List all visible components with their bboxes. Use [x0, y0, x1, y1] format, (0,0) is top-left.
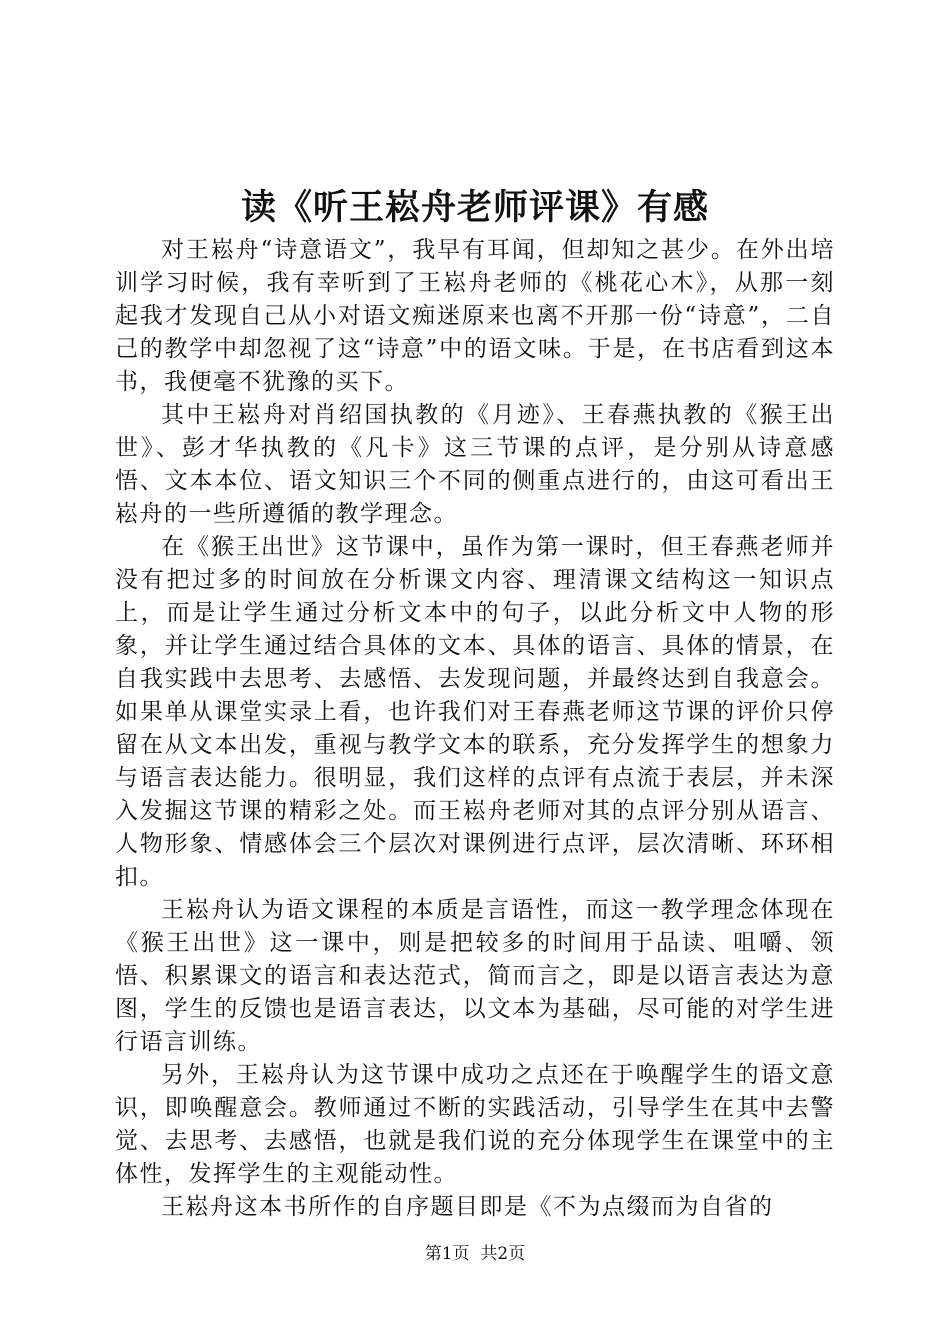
- paragraph-1: 对王崧舟“诗意语文”，我早有耳闻，但却知之甚少。在外出培训学习时候，我有幸听到了王崧舟老师的《桃花心木》，从那一刻起我才发现自己从小对语文痴迷原来也离不开那一份“诗意”，二自己的教学中却忽视了这“诗意”中的语文味。于是，在书店看到这本书，我便毫不犹豫的买下。: [115, 237, 835, 395]
- paragraph-6: 王崧舟这本书所作的自序题目即是《不为点缀而为自省的: [161, 1194, 774, 1220]
- paragraph-3: 在《猴王出世》这节课中，虽作为第一课时，但王春燕老师并没有把过多的时间放在分析课文内容、理清课文结构这一知识点上，而是让学生通过分析文本中的句子，以此分析文中人物的形象，并让学生通过结合具体的文本、具体的语言、具体的情景，在自我实践中去思考、去感悟、去发现问题，并最终达到自我意会。如果单从课堂实录上看，也许我们对王春燕老师这节课的评价只停留在从文本出发，重视与教学文本的联系，充分发挥学生的想象力与语言表达能力。很明显，我们这样的点评有点流于表层，并未深入发掘这节课的精彩之处。而王崧舟老师对其的点评分别从语言、人物形象、情感体会三个层次对课例进行点评，层次清晰、环环相扣。: [115, 534, 835, 890]
- paragraph-4: 王崧舟认为语文课程的本质是言语性，而这一教学理念体现在《猴王出世》这一课中，则是把较多的时间用于品读、咀嚼、领悟、积累课文的语言和表达范式，简而言之，即是以语言表达为意图，学生的反馈也是语言表达，以文本为基础，尽可能的对学生进行语言训练。: [115, 897, 835, 1055]
- page-total: 共2页: [480, 1244, 526, 1264]
- paragraph-5: 另外，王崧舟认为这节课中成功之点还在于唤醒学生的语文意识，即唤醒意会。教师通过不断的实践活动，引导学生在其中去警觉、去思考、去感悟，也就是我们说的充分体现学生在课堂中的主体性，发挥学生的主观能动性。: [115, 1062, 835, 1187]
- paragraph-2: 其中王崧舟对肖绍国执教的《月迹》、王春燕执教的《猴王出世》、彭才华执教的《凡卡》这三节课的点评，是分别从诗意感悟、文本本位、语文知识三个不同的侧重点进行的，由这可看出王崧舟的一些所遵循的教学理念。: [115, 402, 835, 527]
- document-body: [115, 234, 835, 1224]
- document-title: 读《听王崧舟老师评课》有感: [240, 187, 709, 228]
- page-number: 第1页: [424, 1244, 470, 1264]
- page-footer: [0, 1243, 950, 1265]
